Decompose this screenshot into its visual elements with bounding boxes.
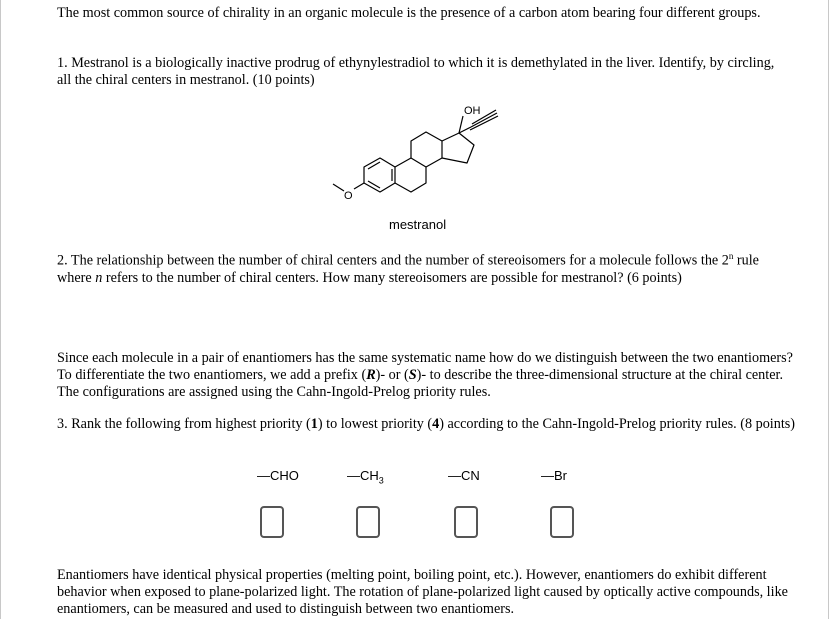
question-2 <box>57 248 787 287</box>
enant-text-3: )- to describe the three-dimensional structure at the chiral center. The configurations are assigned using the Cahn-Ingold-Prelog priority rules. <box>57 367 783 400</box>
q3-text-2: ) to lowest priority ( <box>317 416 433 432</box>
group-ch3-main: —CH <box>347 468 379 483</box>
rank-box-cho[interactable] <box>260 506 284 538</box>
enantiomer-paragraph <box>57 350 797 401</box>
q2-text-1: 2. The relationship between the number of chiral centers and the number of stereoisomers for a molecule follows the 2 <box>57 252 729 269</box>
methoxy-o-label: O <box>344 190 353 202</box>
enant-text-2: )- or ( <box>375 367 409 383</box>
q3-text-3: ) according to the Cahn-Ingold-Prelog priority rules. (8 points) <box>439 416 796 432</box>
group-br: —Br <box>541 468 567 483</box>
question-1: 1. Mestranol is a biologically inactive prodrug of ethynylestradiol to which it is demethylated in the liver. Identify, by circling, all the chiral centers in mestranol. (10 points) <box>57 55 775 88</box>
outro-paragraph: Enantiomers have identical physical properties (melting point, boiling point, etc.). However, enantiomers do exhibit different behavior when exposed to plane-polarized light. The rotation of plane-polarized light caused by optically active compounds, like enantiomers, can be measured and used to distinguish between two enantiomers. <box>57 567 788 617</box>
q2-text-2: rule where <box>57 252 759 286</box>
group-cn: —CN <box>448 468 480 483</box>
question-3 <box>57 416 797 433</box>
prefix-r: R <box>366 367 376 383</box>
enant-text-1: Since each molecule in a pair of enantiomers has the same systematic name how do we distinguish between the two enantiomers? To differentiate the two enantiomers, we add a prefix ( <box>57 350 793 383</box>
q3-highest: 1 <box>310 416 318 432</box>
rank-box-ch3[interactable] <box>356 506 380 538</box>
group-ch3 <box>347 468 384 486</box>
q3-text-1: 3. Rank the following from highest priority ( <box>57 416 311 432</box>
ring-a <box>364 158 395 192</box>
intro-paragraph: The most common source of chirality in an organic molecule is the presence of a carbon atom bearing four different groups. <box>57 5 761 21</box>
prefix-s: S <box>408 367 417 383</box>
molecule-name: mestranol <box>389 217 447 232</box>
rank-box-br[interactable] <box>550 506 574 538</box>
q3-lowest: 4 <box>432 416 440 432</box>
q2-text-3: refers to the number of chiral centers. How many stereoisomers are possible for mestranol? (6 points) <box>102 269 682 286</box>
q2-variable-n: n <box>95 269 103 286</box>
group-cho: —CHO <box>257 468 299 483</box>
oh-label: OH <box>464 105 481 117</box>
rank-box-cn[interactable] <box>454 506 478 538</box>
mestranol-structure <box>321 100 521 210</box>
q2-superscript: n <box>728 251 734 261</box>
group-ch3-sub: 3 <box>378 475 384 486</box>
